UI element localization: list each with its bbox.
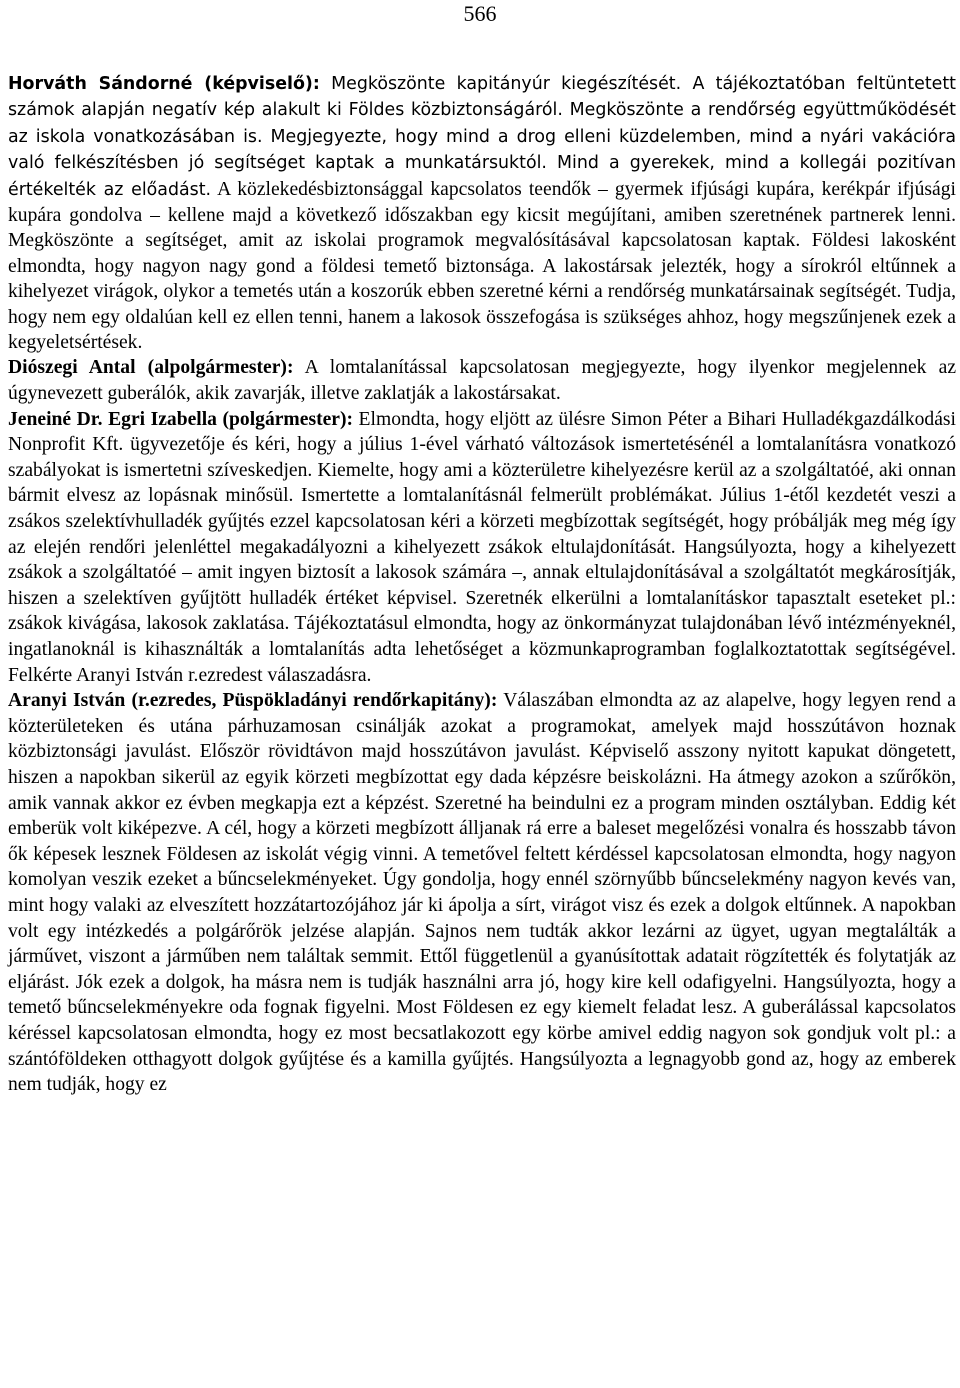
document-body <box>8 71 956 1098</box>
paragraph-text: A lomtalanítással kapcsolatosan megjegyezte, hogy ilyenkor megjelennek az úgynevezett guberálók, akik zavarják, illetve zaklatják a lakostársakat. <box>8 357 957 405</box>
paragraph-dioszegi <box>8 355 956 406</box>
paragraph-horvath <box>8 71 956 355</box>
paragraph-lead-text: Megköszönte kapitányúr kiegészítését. A tájékoztatóban feltüntetett számok alapján negatív kép alakult ki Földes közbiztonságáról. Megköszönte a rendőrség együttműködését az iskola vonatkozásában is. Megjegyezte, hogy mind a drog elleni küzdelemben, mind a nyári vakációra való felkészítésben jó segítséget kaptak a munkatársuktól. Mind a gyerekek, mind a kollegái pozitívan értékelték az előadást. <box>8 74 956 200</box>
paragraph-jeneine <box>8 407 956 689</box>
speaker-name: Aranyi István (r.ezredes, Püspökladányi rendőrkapitány): <box>8 690 498 712</box>
paragraph-text: A közlekedésbiztonsággal kapcsolatos teendők – gyermek ifjúsági kupára, kerékpár ifjúsági kupára gondolva – kellene majd a következő időszakban egy kicsit megújítani, amiben szeretnének partnerek lenni. Megköszönte a segítséget, amit az iskolai programok megvalósításával kapcsolatosan kaptak. Földesi lakosként elmondta, hogy nagyon nagy gond a földesi temető biztonsága. A lakostársak jelezték, hogy a sírokról eltűnnek a kihelyezet virágok, olykor a temetés után a koszorúk ebben szeretné kérni a rendőrség munkatársainak segítségét. Tudja, hogy nem egy oldalúan kell ez ellen tenni, hanem a lakosok összefogása is szükséges ahhoz, hogy megszűnjenek ezek a kegyeletsértések. <box>8 178 956 354</box>
paragraph-aranyi <box>8 688 956 1098</box>
speaker-name: Horváth Sándorné (képviselő): <box>8 74 320 94</box>
paragraph-text: Elmondta, hogy eljött az ülésre Simon Péter a Bihari Hulladékgazdálkodási Nonprofit Kft. ügyvezetője és kéri, hogy a július 1-ével várható változások ismertetésénél a lomtalanításra vonatkozó szabályokat is ismertetni szíveskedjen. Kiemelte, hogy ami a közterületre kihelyezésre kerül az a szolgáltatóé, aki onnan bármit elvesz az lopásnak minősül. Ismertette a lomtalanításnál felmerült problémákat. Július 1-étől kezdetét veszi a zsákos szelektívhulladék gyűjtés ezzel kapcsolatosan kéri a körzeti megbízottak segítségét, hogy próbálják meg még így az elején rendőri jelenléttel megakadályozni a kihelyezett zsákok eltulajdonítását. Hangsúlyozta, hogy a kihelyezett zsákok a szolgáltatóé – amit ingyen biztosít a lakosok számára –, annak eltulajdonításával a szolgáltatót megkárosítják, hiszen a szelektíven gyűjtött hulladék értéket képvisel. Szeretnék elkerülni a lomtalanításkor tapasztalt eseteket pl.: zsákok kivágása, lakosok zaklatása. Tájékoztatásul elmondta, hogy az önkormányzat tulajdonában lévő intézményeknél, ingatlanoknál is kihasználták a lomtalanítás adta lehetőséget a közmunkaprogramban foglalkoztatottak segítségével. Felkérte Aranyi István r.ezredest válaszadásra. <box>8 408 956 686</box>
speaker-name: Diószegi Antal (alpolgármester): <box>8 357 294 379</box>
paragraph-text: Válaszában elmondta az az alapelve, hogy legyen rend a közterületeken és utána párhuzamosan csinálják azokat a programokat, amelyek majd hosszútávon hoznak közbiztonsági javulást. Először rövidtávon majd hosszútávon javulást. Képviselő asszony nyitott kapukat döngetett, hiszen a napokban sikerül az egyik körzeti megbízottat egy dada képzésre beiskolázni. Ha átmegy azokon a szűrőkön, amik vannak akkor ez évben megkapja ezt a képzést. Szeretné ha beindulni ez a program minden osztályban. Eddig két emberük volt kiképezve. A cél, hogy a körzeti megbízott álljanak rá erre a baleset megelőzési vonalra és hosszabb távon ők képesek lesznek Földesen az iskolát végig vinni. A temetővel feltett kérdéssel kapcsolatosan elmondta, hogy nagyon komolyan veszik ezeket a bűncselekményeket. Úgy gondolja, hogy ennél szörnyűbb bűncselekmény nagyon kevés van, mint hogy valaki az elveszített hozzátartozójához jár ki ápolja a sírt, virágot visz és ezek a dolgok eltűnnek. A napokban volt egy intézkedés a polgárőrök jelzése alapján. Sajnos nem tudták akkor lezárni az ügyet, ugyan megtalálták a járművet, viszont a járműben nem találtak semmit. Ettől függetlenül a gyanúsítottak adatait rögzítették és folytatják az eljárást. Jók ezek a dolgok, ha másra nem is tudják használni arra jó, hogy kire kell odafigyelni. Hangsúlyozta, hogy a temető bűncselekményekre oda fognak figyelni. Most Földesen ez egy kiemelt feladat lesz. A guberálással kapcsolatos kéréssel kapcsolatosan elmondta, hogy ez most becsatlakozott egy körbe amivel eddig nagyon sok gondjuk volt pl.: a szántóföldeken otthagyott dolgok gyűjtése és a kamilla gyűjtés. Hangsúlyozta a legnagyobb gond az, hogy az emberek nem tudják, hogy ez <box>8 690 957 1096</box>
page-number: 566 <box>463 1 497 26</box>
speaker-name: Jeneiné Dr. Egri Izabella (polgármester): <box>8 408 354 430</box>
